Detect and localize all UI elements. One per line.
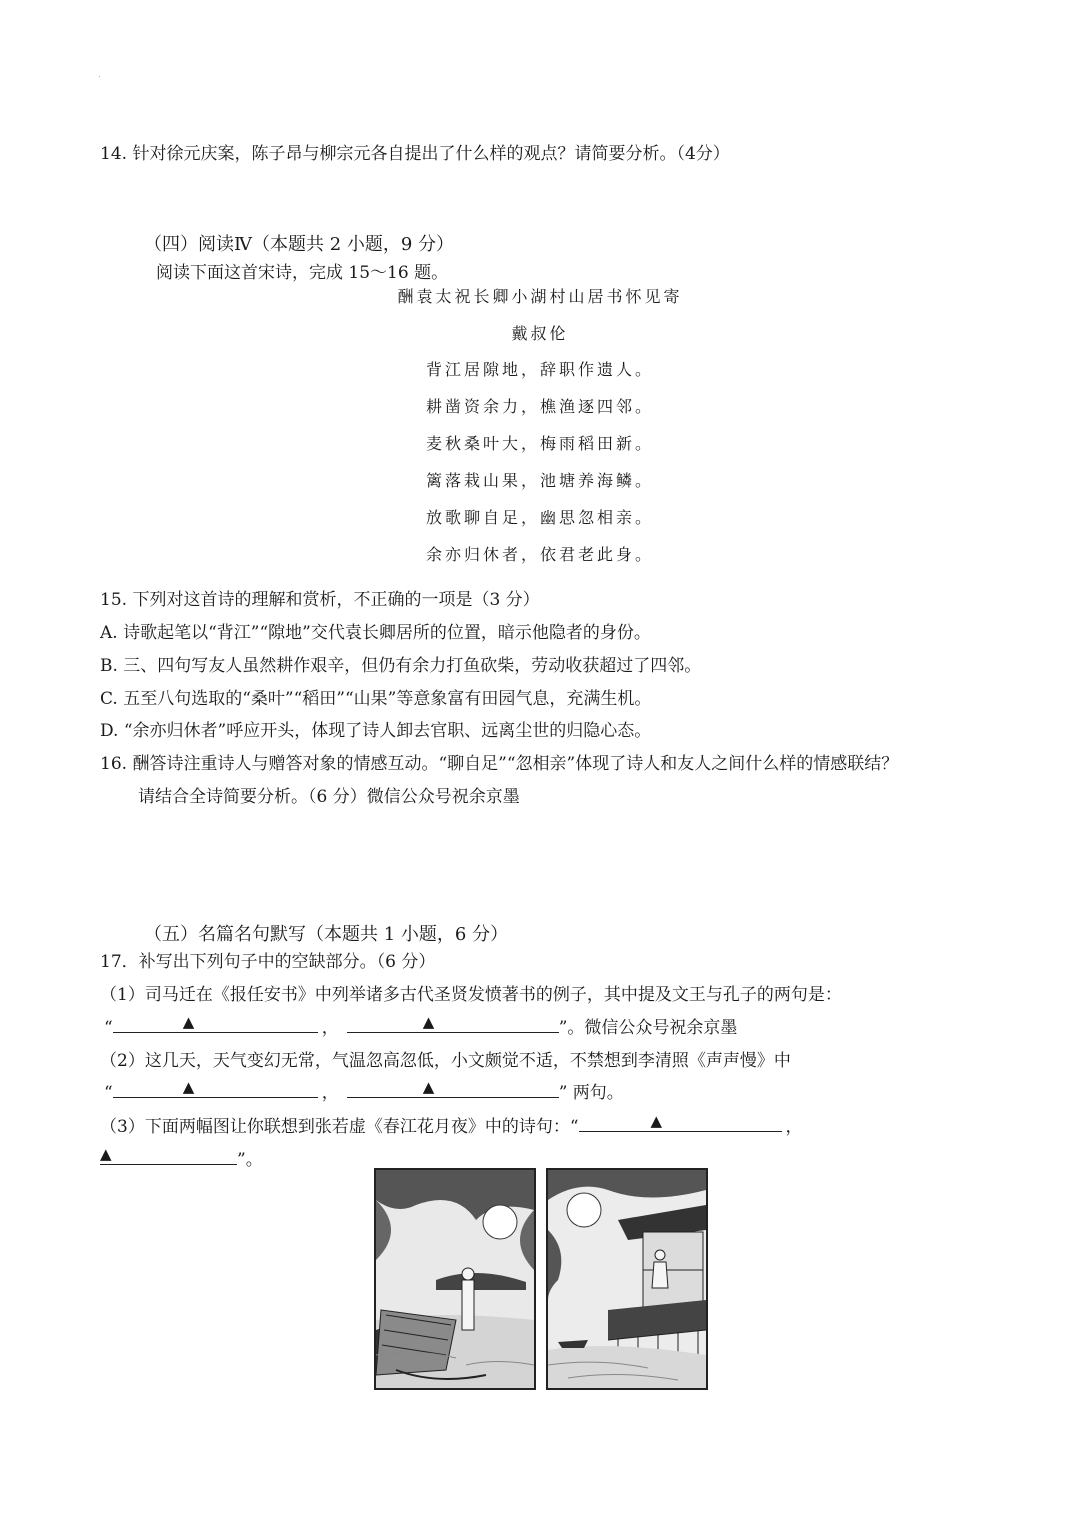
triangle-marker: ▲: [182, 1078, 195, 1096]
illustration-pavilion-moon: [546, 1168, 708, 1390]
answer-blank-1[interactable]: [113, 1014, 318, 1033]
close-quote: ”。微信公众号祝余京墨: [558, 1018, 738, 1038]
answer-blank-2[interactable]: [347, 1014, 559, 1033]
pavilion-moon-drawing: [548, 1170, 706, 1388]
question-17-part-2: （2）这几天，天气变幻无常，气温忽高忽低，小文颇觉不适，不禁想到李清照《声声慢》中: [100, 1051, 791, 1071]
poem-line-4: 篱落栽山果，池塘养海鳞。: [425, 471, 654, 490]
close-quote: ” 两句。: [558, 1083, 624, 1103]
question-17-part-1: （1）司马迁在《报任安书》中列举诸多古代圣贤发愤著书的例子，其中提及文王与孔子的两句是：: [100, 985, 842, 1005]
question-16-line-2: 请结合全诗简要分析。（6 分）微信公众号祝余京墨: [138, 787, 520, 807]
question-17-part-3-continued: [100, 1145, 263, 1170]
answer-blank-5[interactable]: [579, 1113, 782, 1132]
question-17-part-3-text: （3）下面两幅图让你联想到张若虚《春江花月夜》中的诗句：“: [100, 1117, 579, 1137]
open-quote: “: [104, 1018, 113, 1038]
triangle-marker: ▲: [422, 1078, 435, 1096]
section-5-title: （五）名篇名句默写（本题共 1 小题，6 分）: [144, 924, 509, 945]
open-quote: “: [104, 1083, 113, 1103]
poem-line-1: 背江居隙地，辞职作遗人。: [425, 360, 654, 379]
question-17-part-3: [100, 1112, 803, 1137]
question-17-stem: 17．补写出下列句子中的空缺部分。（6 分）: [100, 952, 436, 972]
answer-blank-4[interactable]: [347, 1079, 559, 1098]
boat-moon-drawing: [376, 1170, 534, 1388]
triangle-marker: ▲: [422, 1013, 435, 1031]
triangle-marker: ▲: [650, 1112, 663, 1130]
triangle-marker: ▲: [100, 1145, 112, 1163]
section-4-title: （四）阅读Ⅳ（本题共 2 小题，9 分）: [144, 234, 455, 255]
answer-blank-3[interactable]: [113, 1079, 318, 1098]
poem-line-5: 放歌聊自足，幽思忽相亲。: [425, 508, 654, 527]
question-16-line-1: 16. 酬答诗注重诗人与赠答对象的情感互动。“聊自足”“忽相亲”体现了诗人和友人之间什么样的情感联结？: [100, 754, 899, 774]
triangle-marker: ▲: [182, 1013, 195, 1031]
comma: ，: [785, 1117, 803, 1137]
corner-mark: .: [98, 70, 101, 79]
comma: ，: [321, 1083, 339, 1103]
close-quote: ”。: [237, 1150, 263, 1170]
question-14: 14. 针对徐元庆案，陈子昂与柳宗元各自提出了什么样的观点？请简要分析。（4分）: [100, 144, 730, 164]
answer-blank-6[interactable]: [100, 1146, 237, 1165]
poem-title: 酬袁太祝长卿小湖村山居书怀见寄: [397, 287, 683, 306]
question-15-stem: 15. 下列对这首诗的理解和赏析，不正确的一项是（3 分）: [100, 590, 540, 610]
illustration-boat-moon: [374, 1168, 536, 1390]
question-15-option-a: A. 诗歌起笔以“背江”“隙地”交代袁长卿居所的位置，暗示他隐者的身份。: [100, 623, 651, 643]
question-15-option-b: B. 三、四句写友人虽然耕作艰辛，但仍有余力打鱼砍柴，劳动收获超过了四邻。: [100, 656, 702, 676]
poem-line-3: 麦秋桑叶大，梅雨稻田新。: [425, 434, 654, 453]
section-4-intro: 阅读下面这首宋诗，完成 15～16 题。: [156, 263, 449, 283]
poem-line-6: 余亦归休者，依君老此身。: [425, 545, 654, 564]
comma: ，: [321, 1018, 339, 1038]
poem-author: 戴叔伦: [511, 324, 569, 343]
question-17-part-2-blanks: [104, 1078, 624, 1103]
question-17-part-1-blanks: [104, 1013, 737, 1038]
question-15-option-d: D. “余亦归休者”呼应开头，体现了诗人卸去官职、远离尘世的归隐心态。: [100, 721, 652, 741]
question-15-option-c: C. 五至八句选取的“桑叶”“稻田”“山果”等意象富有田园气息，充满生机。: [100, 689, 652, 709]
poem-line-2: 耕凿资余力，樵渔逐四邻。: [425, 397, 654, 416]
